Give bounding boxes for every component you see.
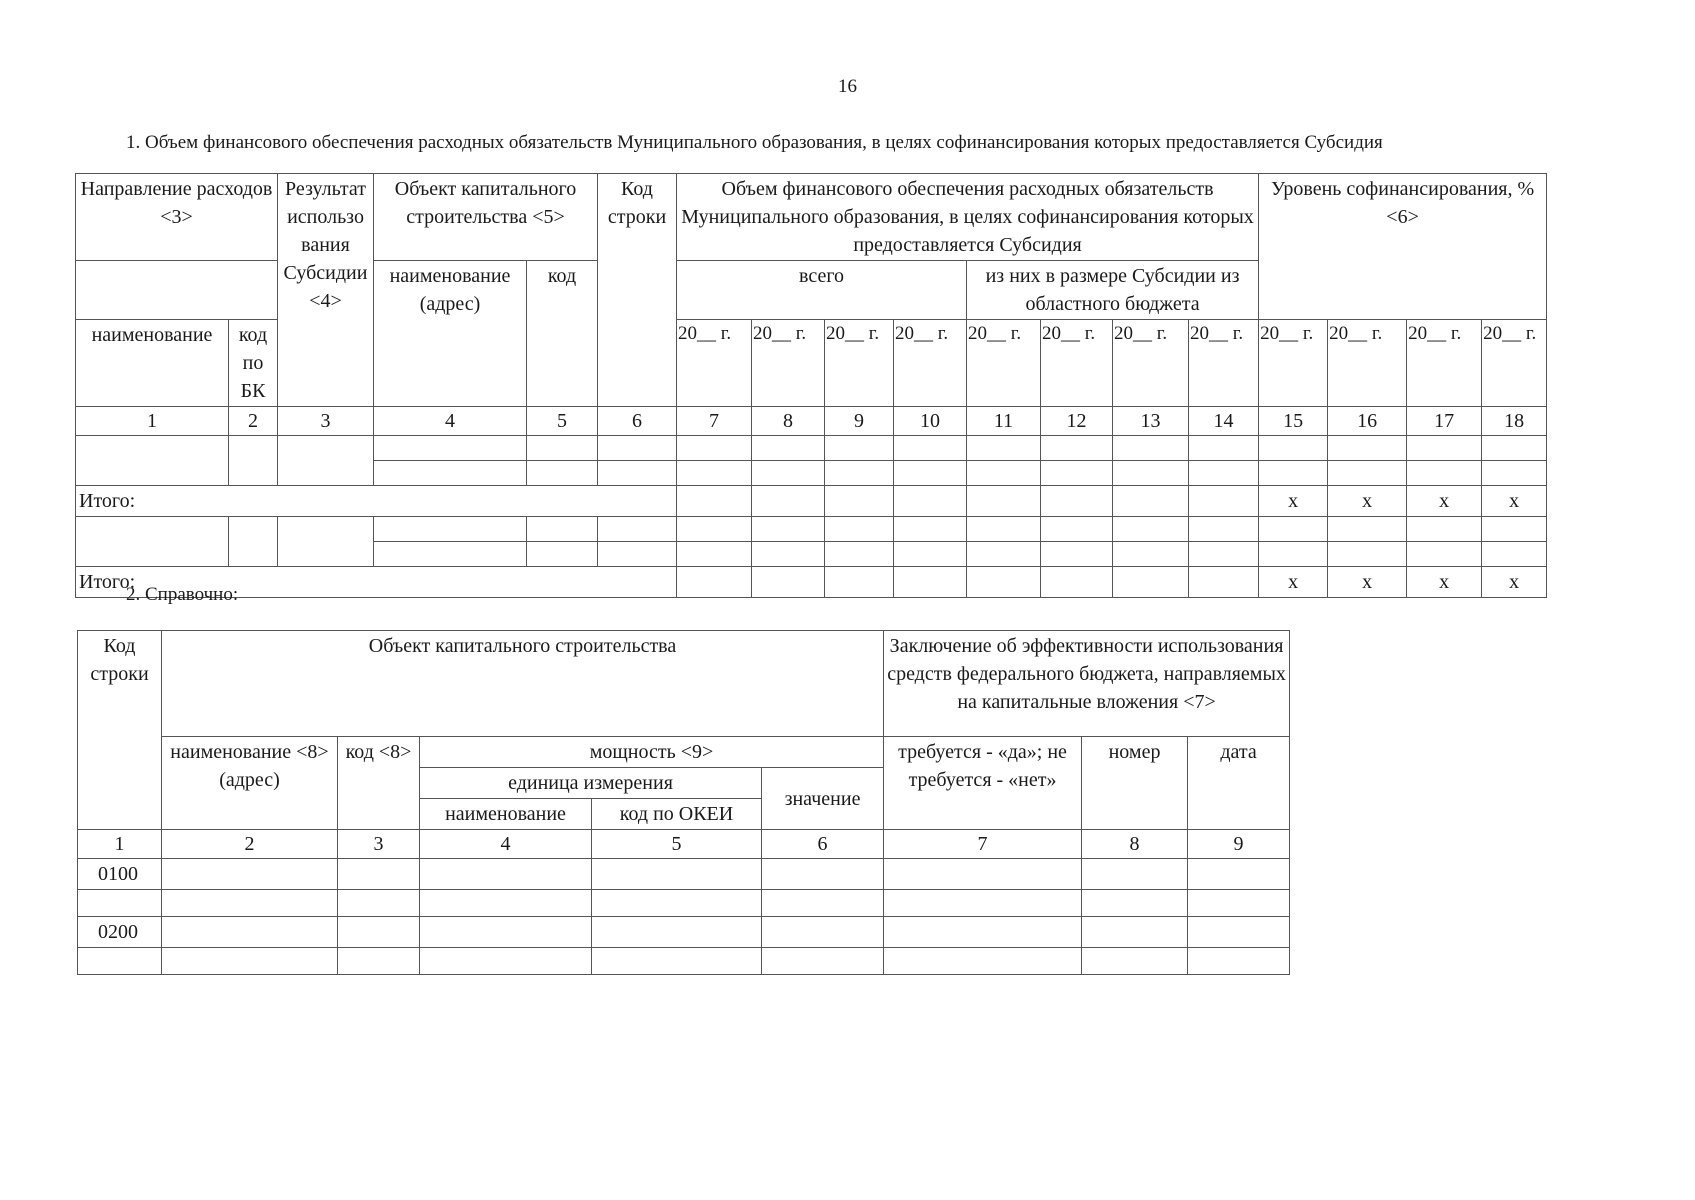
year-cell: 20__ г. — [1189, 320, 1259, 407]
column-number: 1 — [78, 830, 162, 859]
table-row — [78, 917, 1290, 948]
header-object: Объект капитального строительства <5> — [374, 174, 598, 261]
header-direction: Направление расходов <3> — [76, 174, 278, 261]
column-number: 11 — [967, 407, 1041, 436]
column-number: 2 — [229, 407, 278, 436]
header-line-code: Код строки — [598, 174, 677, 407]
header-object: Объект капитального строительства — [162, 631, 884, 737]
table-row — [76, 517, 1547, 542]
header-total: всего — [677, 261, 967, 320]
year-cell: 20__ г. — [752, 320, 825, 407]
row-code: 0100 — [78, 859, 162, 890]
column-number: 2 — [162, 830, 338, 859]
section1-title: 1. Объем финансового обеспечения расходных обязательств Муниципального образования, в целях софинансирования которых предоставляется Субсидия — [126, 132, 1383, 153]
header-direction-blank — [76, 261, 278, 320]
column-number: 15 — [1259, 407, 1328, 436]
x-mark: х — [1328, 486, 1407, 517]
column-number: 9 — [1188, 830, 1290, 859]
column-number: 5 — [527, 407, 598, 436]
column-number: 4 — [374, 407, 527, 436]
column-number: 8 — [752, 407, 825, 436]
column-number: 17 — [1407, 407, 1482, 436]
year-cell: 20__ г. — [1113, 320, 1189, 407]
column-number: 7 — [884, 830, 1082, 859]
column-number: 16 — [1328, 407, 1407, 436]
header-result: Результат использо вания Субсидии <4> — [278, 174, 374, 407]
year-cell: 20__ г. — [967, 320, 1041, 407]
column-number: 14 — [1189, 407, 1259, 436]
x-mark: х — [1482, 567, 1547, 598]
header-dir-name: наименование — [76, 320, 229, 407]
x-mark: х — [1407, 486, 1482, 517]
year-cell: 20__ г. — [894, 320, 967, 407]
table-row — [78, 890, 1290, 917]
table-row — [78, 859, 1290, 890]
section2-title: 2. Справочно: — [126, 584, 239, 605]
year-cell: 20__ г. — [1259, 320, 1328, 407]
header-code: код <8> — [338, 737, 420, 830]
column-number: 3 — [338, 830, 420, 859]
column-number: 3 — [278, 407, 374, 436]
x-mark: х — [1407, 567, 1482, 598]
year-cell: 20__ г. — [1328, 320, 1407, 407]
financing-table — [75, 173, 1547, 598]
column-number: 9 — [825, 407, 894, 436]
header-object-name: наименование (адрес) — [374, 261, 527, 407]
year-cell: 20__ г. — [1041, 320, 1113, 407]
x-mark: х — [1259, 567, 1328, 598]
total-row — [76, 486, 1547, 517]
header-date: дата — [1188, 737, 1290, 830]
header-cofinancing: Уровень софинансирования, % <6> — [1259, 174, 1547, 320]
header-capacity: мощность <9> — [420, 737, 884, 768]
column-number: 18 — [1482, 407, 1547, 436]
x-mark: х — [1328, 567, 1407, 598]
column-number: 4 — [420, 830, 592, 859]
header-bk-code: код по БК — [229, 320, 278, 407]
year-cell: 20__ г. — [1407, 320, 1482, 407]
column-number: 13 — [1113, 407, 1189, 436]
column-number: 12 — [1041, 407, 1113, 436]
header-value: значение — [762, 768, 884, 830]
header-of-subsidy: из них в размере Субсидии из областного бюджета — [967, 261, 1259, 320]
header-object-code: код — [527, 261, 598, 407]
x-mark: х — [1259, 486, 1328, 517]
header-name: наименование <8> (адрес) — [162, 737, 338, 830]
table-row — [78, 948, 1290, 975]
column-number: 6 — [762, 830, 884, 859]
header-unit-name: наименование — [420, 799, 592, 830]
header-conclusion: Заключение об эффективности использования средств федерального бюджета, направляемых на капитальные вложения <7> — [884, 631, 1290, 737]
reference-table — [77, 630, 1290, 975]
total-label: Итого: — [76, 486, 677, 517]
year-cell: 20__ г. — [677, 320, 752, 407]
header-line-code: Код строки — [78, 631, 162, 830]
year-cell: 20__ г. — [825, 320, 894, 407]
total-label: Итого: — [76, 567, 677, 598]
total-row — [76, 567, 1547, 598]
x-mark: х — [1482, 486, 1547, 517]
header-number: номер — [1082, 737, 1188, 830]
page-number: 16 — [838, 76, 857, 97]
column-number: 1 — [76, 407, 229, 436]
header-okei: код по ОКЕИ — [592, 799, 762, 830]
column-number: 6 — [598, 407, 677, 436]
column-number: 10 — [894, 407, 967, 436]
header-volume: Объем финансового обеспечения расходных обязательств Муниципального образования, в целях софинансирования которых предоставляется Субсидия — [677, 174, 1259, 261]
header-unit: единица измерения — [420, 768, 762, 799]
row-code: 0200 — [78, 917, 162, 948]
column-number: 5 — [592, 830, 762, 859]
year-cell: 20__ г. — [1482, 320, 1547, 407]
table-row — [76, 436, 1547, 461]
column-number: 7 — [677, 407, 752, 436]
column-number: 8 — [1082, 830, 1188, 859]
header-required: требуется - «да»; не требуется - «нет» — [884, 737, 1082, 830]
